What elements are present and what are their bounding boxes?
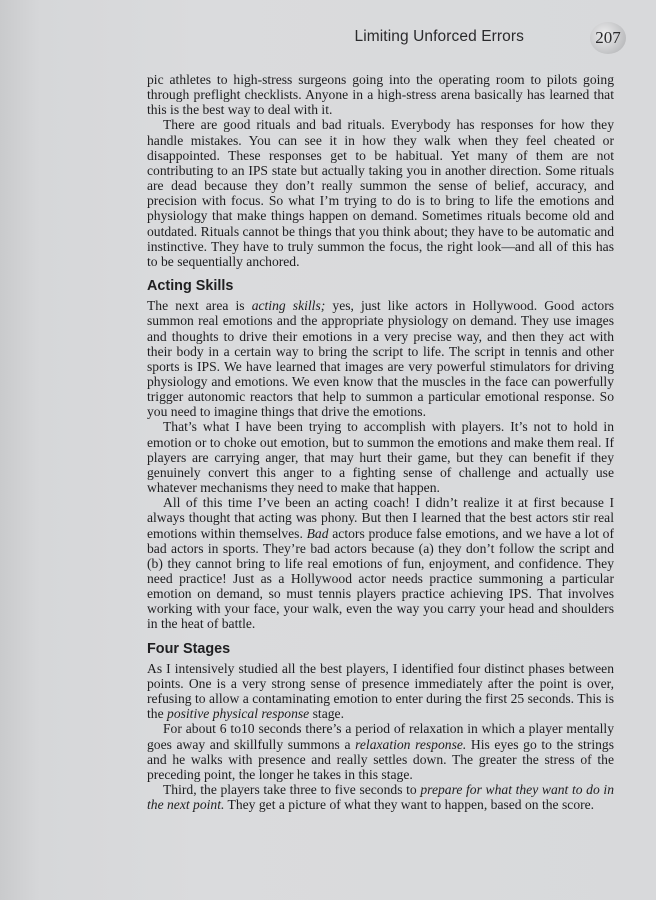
text-run: Third, the players take three to five seconds to — [163, 782, 421, 798]
italic-text: acting skills; — [251, 298, 326, 314]
text-run: pic athletes to high-stress surgeons going into the operating room to pilots going through preflight checklists. Anyone in a high-stress arena basically has learned that this is the best way to deal with it. — [147, 72, 614, 118]
section-heading: Four Stages — [147, 640, 231, 657]
italic-text: prepare for what they want to do in the next point. — [147, 782, 614, 813]
section-heading: Acting Skills — [147, 278, 234, 295]
paragraph — [147, 72, 614, 117]
paragraph — [147, 721, 614, 782]
italic-text: Bad — [306, 525, 329, 541]
text-run: There are good rituals and bad rituals. Everybody has responses for how they handle mistakes. You can see it in how they walk when they feel cheated or disappointed. These responses get to be habitual. Yet many of them are not contributing to an IPS state but actually taking you in another direction. Some rituals are dead because they don’t really summon the sense of belief, accuracy, and precision with focus. So what I’m trying to do is to bring to life the emotions and physiology that make things happen on demand. Sometimes rituals become old and outdated. Rituals cannot be things that you think about; they have to be automatic and instinctive. They have to truly summon the focus, the right look—and all of this has to be sequentially anchored. — [147, 117, 614, 269]
text-run: As I intensively studied all the best players, I identified four distinct phases between points. One is a very strong sense of presence immediately after the point is over, refusing to allow a contaminating emotion to enter during the first 25 seconds. This is the — [147, 660, 614, 722]
paragraph — [147, 298, 614, 419]
paragraph — [147, 117, 614, 269]
text-run: yes, just like actors in Hollywood. Good actors summon real emotions and the appropriate physiology on demand. They use images and thoughts to drive their emotions in a very precise way, and then they act with their body in a certain way to bring the script to life. The script in tennis and other sports is IPS. We have learned that images are very powerful stimulators for driving physiology and emotions. We even know that the muscles in the face can powerfully trigger autonomic reactors that help to summon a particular emotional response. So you need to imagine things that drive the emotions. — [147, 298, 615, 420]
paragraph — [147, 661, 614, 722]
paragraph — [147, 495, 614, 631]
running-head: Limiting Unforced Errors — [354, 28, 524, 45]
text-run: They get a picture of what they want to happen, based on the score. — [224, 797, 595, 813]
text-run: For about 6 to10 seconds there’s a period of relaxation in which a player mentally goes away and skillfully summons a — [147, 721, 614, 752]
text-run: That’s what I have been trying to accomplish with players. It’s not to hold in emotion or to choke out emotion, but to summon the emotions and make them real. If players are carrying anger, that may hurt their game, but they can benefit if they genuinely convert this anger to a fighting sense of challenge and actually use whatever mechanisms they need to make that happen. — [147, 419, 614, 496]
text-run: stage. — [309, 706, 344, 722]
page-number: 207 — [590, 22, 626, 54]
text-run: His eyes go to the strings and he walks with presence and really settles down. The greater the stress of the preceding point, the longer he takes in this stage. — [147, 736, 614, 782]
text-run: All of this time I’ve been an acting coach! I didn’t realize it at first because I always thought that acting was phony. But then I learned that the best actors stir real emotions within themselves. — [147, 495, 614, 541]
paragraph — [147, 419, 614, 495]
text-run: The next area is — [147, 298, 252, 314]
paragraph — [147, 782, 614, 812]
body-text — [147, 72, 614, 812]
page-header — [0, 22, 656, 58]
text-run: actors produce false emotions, and we have a lot of bad actors in sports. They’re bad actors because (a) they don’t follow the script and (b) they cannot bring to life real emotions of fun, enjoyment, and confidence. They need practice! Just as a Hollywood actor needs practice summoning a particular emotion on demand, so must tennis players practice achieving IPS. That involves working with your face, your walk, even the way you carry your head and shoulders in the heat of battle. — [147, 525, 614, 632]
italic-text: positive physical response — [167, 706, 310, 722]
italic-text: relaxation response. — [355, 736, 467, 752]
